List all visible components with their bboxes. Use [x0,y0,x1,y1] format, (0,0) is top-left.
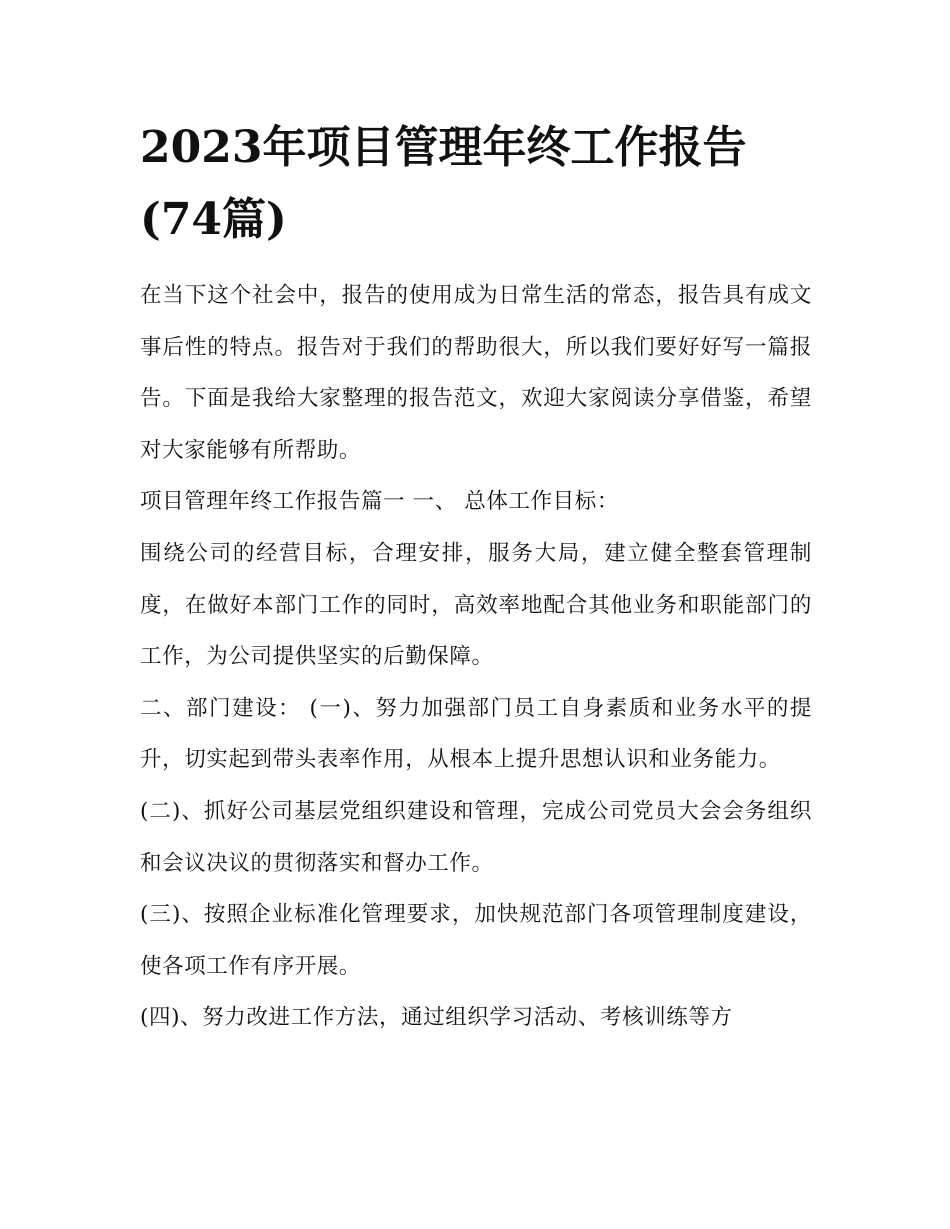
standardization-paragraph: (三)、按照企业标准化管理要求，加快规范部门各项管理制度建设，使各项工作有序开展。 [140,902,812,979]
goals-paragraph: 围绕公司的经营目标，合理安排，服务大局，建立健全整套管理制度，在做好本部门工作的同时，高效率地配合其他业务和职能部门的工作，为公司提供坚实的后勤保障。 [140,540,812,670]
party-organization-paragraph: (二)、抓好公司基层党组织建设和管理，完成公司党员大会会务组织和会议决议的贯彻落实和督办工作。 [140,798,812,876]
document-title: 2023年项目管理年终工作报告(74篇) [140,122,747,245]
work-methods-paragraph: (四)、努力改进工作方法，通过组织学习活动、考核训练等方 [140,1005,733,1031]
document-body [140,112,812,1044]
department-building-paragraph: 二、部门建设： (一)、努力加强部门员工自身素质和业务水平的提升，切实起到带头表率作用，从根本上提升思想认识和业务能力。 [140,695,812,773]
section-heading-goals: 项目管理年终工作报告篇一 一、 总体工作目标： [140,489,619,515]
intro-paragraph: 在当下这个社会中，报告的使用成为日常生活的常态，报告具有成文事后性的特点。报告对于我们的帮助很大，所以我们要好好写一篇报告。下面是我给大家整理的报告范文，欢迎大家阅读分享借鉴，希望对大家能够有所帮助。 [140,283,812,463]
